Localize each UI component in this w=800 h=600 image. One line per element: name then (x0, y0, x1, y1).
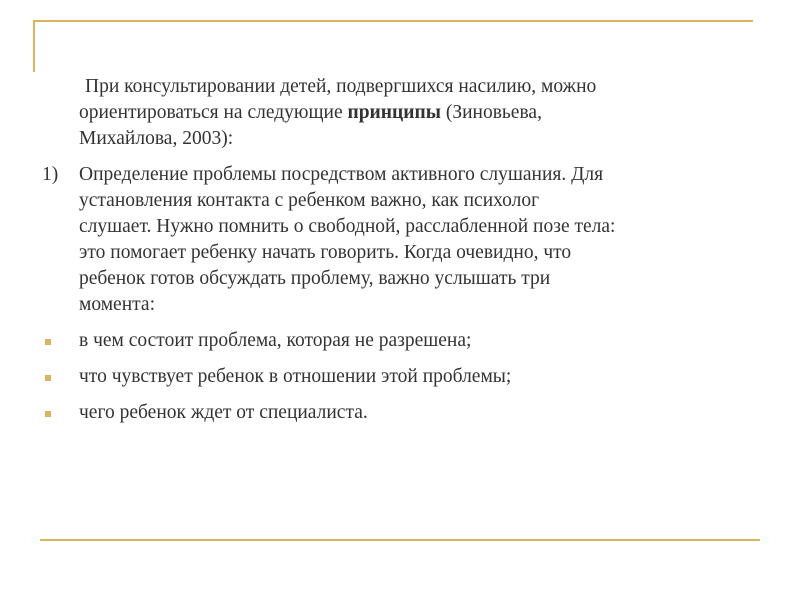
list-item (0, 364, 800, 390)
intro-bold-word: принципы (347, 102, 441, 123)
principle-line-1: Определение проблемы посредством активного слушания. Для (79, 164, 604, 185)
principle-line-4: это помогает ребенку начать говорить. Когда очевидно, что (79, 242, 572, 263)
square-bullet-icon (45, 411, 51, 417)
principle-line-2: установления контакта с ребенком важно, как психолог (79, 190, 540, 211)
intro-line-1: При консультировании детей, подвергшихся насилию, можно (85, 76, 597, 97)
left-rule (33, 20, 35, 72)
slide-content (0, 74, 800, 436)
principle-line-6: момента: (79, 294, 155, 315)
bullet-text: что чувствует ребенок в отношении этой проблемы; (79, 366, 512, 387)
bottom-rule (40, 539, 760, 541)
bullet-list (0, 328, 800, 426)
intro-line-3: Михайлова, 2003): (79, 128, 234, 149)
principle-line-3: слушает. Нужно помнить о свободной, расслабленной позе тела: (79, 216, 616, 237)
list-item (0, 328, 800, 354)
principle-1-paragraph (0, 162, 800, 318)
square-bullet-icon (45, 339, 51, 345)
bullet-text: чего ребенок ждет от специалиста. (79, 402, 368, 423)
principle-line-5: ребенок готов обсуждать проблему, важно услышать три (79, 268, 551, 289)
intro-line-2-end: (Зиновьева, (440, 102, 542, 123)
bullet-text: в чем состоит проблема, которая не разрешена; (79, 330, 472, 351)
principle-number: 1) (42, 164, 59, 185)
list-item (0, 400, 800, 426)
intro-line-2-start: ориентироваться на следующие (79, 102, 348, 123)
intro-paragraph (0, 74, 800, 152)
top-rule (33, 20, 753, 22)
square-bullet-icon (45, 375, 51, 381)
